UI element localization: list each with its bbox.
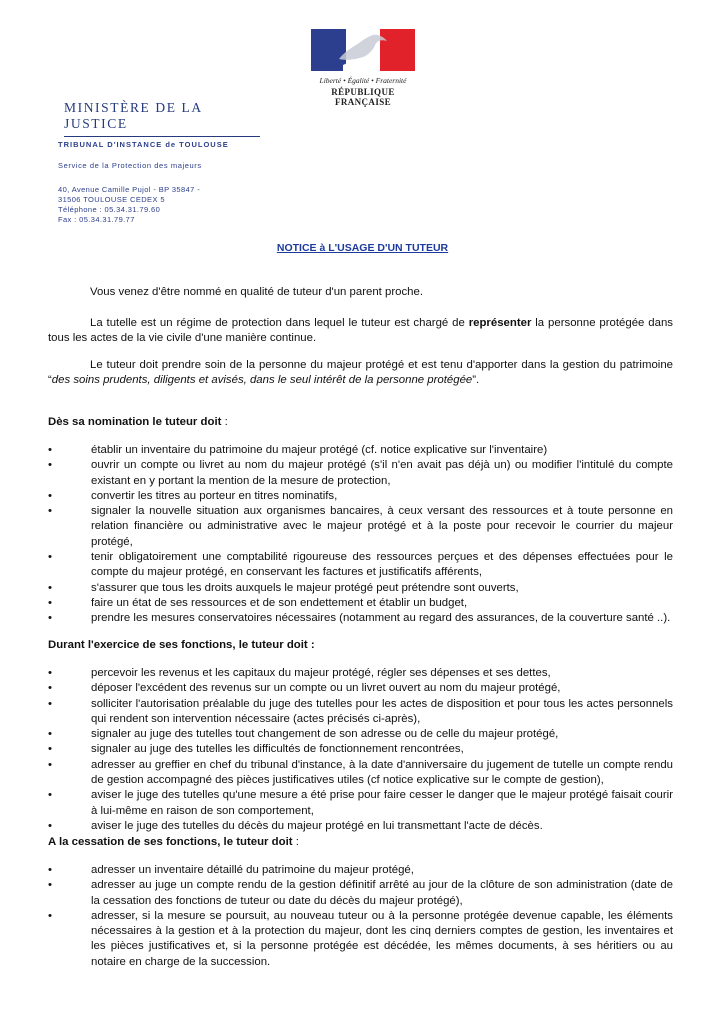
tribunal-name: TRIBUNAL D'INSTANCE de TOULOUSE [58, 140, 229, 149]
bullet: • [48, 459, 52, 472]
list-item [48, 878, 673, 909]
bullet: • [48, 909, 52, 922]
list-item [48, 550, 673, 581]
section-3-heading-text: A la cessation de ses fonctions, le tuteur doit [48, 836, 293, 848]
republic-name: RÉPUBLIQUE FRANÇAISE [331, 87, 395, 107]
bullet: • [48, 864, 52, 876]
bullet: • [48, 667, 52, 679]
bullet: • [48, 789, 52, 802]
list-item-text: adresser, si la mesure se poursuit, au nouveau tuteur ou à la personne protégée devenue capable, les éléments nécessaires à la gestion et à la protection du majeur, dont les cinq derniers comptes de gestion, les inventaires et les pièces justificatives et, si la personne protégée est décédée, les mêmes documents, à ses héritiers ou au notaire en charge de la succession. [91, 909, 673, 968]
list-item-text: établir un inventaire du patrimoine du majeur protégé (cf. notice explicative sur l'inventaire) [91, 444, 548, 456]
list-item [48, 819, 673, 834]
marianne-flag-icon [311, 29, 415, 71]
list-item [48, 489, 673, 504]
address-line: 40, Avenue Camille Pujol - BP 35847 - [58, 185, 201, 194]
list-item-text: percevoir les revenus et les capitaux du majeur protégé, régler ses dépenses et ses dettes, [91, 667, 551, 679]
list-item-text: s'assurer que tous les droits auxquels le majeur protégé peut prétendre sont ouverts, [91, 581, 519, 594]
notice-title: NOTICE à L'USAGE D'UN TUTEUR [276, 242, 449, 254]
list-item-text: aviser le juge des tutelles du décès du majeur protégé en lui transmettant l'acte de décès. [91, 819, 543, 832]
section-2-heading: Durant l'exercice de ses fonctions, le tuteur doit : [48, 639, 315, 651]
phone-line: Téléphone : 05.34.31.79.60 [58, 205, 161, 214]
list-item [48, 909, 673, 970]
list-item [48, 504, 673, 550]
intro-paragraph-1: Vous venez d'être nommé en qualité de tuteur d'un parent proche. [90, 286, 423, 298]
intro-p3-italic: des soins prudents, diligents et avisés, dans le seul intérêt de la personne protégée [51, 374, 473, 387]
address-line: 31506 TOULOUSE CEDEX 5 [58, 195, 165, 204]
intro-paragraph-2 [48, 316, 673, 347]
list-item [48, 697, 673, 728]
list-item [48, 788, 673, 819]
bullet: • [48, 758, 52, 771]
section-3-heading-colon: : [292, 836, 299, 848]
bullet: • [48, 743, 52, 756]
section-1-heading-text: Dès sa nomination le tuteur doit [48, 416, 222, 428]
list-item-text: signaler au juge des tutelles tout changement de son adresse ou de celle du majeur protégé, [91, 728, 559, 741]
bullet: • [48, 879, 52, 892]
list-item [48, 681, 673, 696]
bullet: • [48, 728, 52, 741]
address-block [58, 185, 200, 225]
bullet: • [48, 612, 52, 625]
list-item [48, 666, 673, 681]
ministry-divider [64, 136, 260, 137]
republic-logo [309, 29, 417, 107]
bullet: • [48, 596, 52, 609]
list-item-text: signaler la nouvelle situation aux organismes bancaires, à ceux versant des ressources et à toute personne en relation financière ou administrative avec le majeur protégé et à la poste pour recevoir le courrier du majeur protégé, [91, 505, 673, 548]
list-item-text: adresser un inventaire détaillé du patrimoine du majeur protégé, [91, 864, 414, 876]
motto: Liberté • Égalité • Fraternité [319, 76, 407, 85]
list-item-text: adresser au juge un compte rendu de la gestion définitif arrêté au jour de la clôture de son administration (date de la cessation des fonctions de tuteur ou date du décès du majeur protégé), [91, 879, 673, 907]
list-item [48, 611, 673, 626]
list-item-text: ouvrir un compte ou livret au nom du majeur protégé (s'il n'en avait pas déjà un) ou modifier l'intitulé du compte existant en y portant la mention de la mesure de protection, [91, 459, 673, 487]
fax-line: Fax : 05.34.31.79.77 [58, 215, 135, 224]
list-item-text: aviser le juge des tutelles qu'une mesure a été prise pour faire cesser le danger que le majeur protégé faisait courir à lui-même en raison de son comportement, [91, 789, 673, 817]
list-item [48, 727, 673, 742]
bullet: • [48, 581, 52, 594]
list-item-text: faire un état de ses ressources et de son endettement et établir un budget, [91, 596, 468, 609]
bullet: • [48, 697, 52, 710]
list-item-text: adresser au greffier en chef du tribunal d'instance, à la date d'anniversaire du jugement de tutelle un compte rendu de gestion accompagné des pièces justificatives utiles (cf notice explicative sur le compte de gestion), [91, 758, 673, 787]
bullet: • [48, 444, 52, 456]
intro-p3-text: Le tuteur doit prendre soin de la personne du majeur protégé et est tenu d'apporter dans la gestion du patrimoine “ [48, 359, 673, 387]
intro-p2-text: La tutelle est un régime de protection dans lequel le tuteur est chargé de [90, 317, 469, 329]
list-item [48, 581, 673, 596]
intro-p2-bold: représenter [468, 317, 532, 329]
bullet: • [48, 551, 52, 564]
list-item-text: convertir les titres au porteur en titres nominatifs, [91, 489, 338, 502]
section-3-heading [48, 836, 299, 848]
ministry-title: MINISTÈRE DE LA JUSTICE [64, 100, 202, 131]
list-item-text: tenir obligatoirement une comptabilité rigoureuse des ressources perçues et des dépenses effectuées pour le compte du majeur protégé, en conservant les factures et justificatifs afférents, [91, 551, 673, 579]
list-item [48, 758, 673, 789]
service-name: Service de la Protection des majeurs [58, 161, 202, 170]
list-item [48, 458, 673, 489]
section-1-heading-colon: : [221, 416, 228, 428]
ministry-block [64, 100, 264, 137]
intro-p3-text-end: ”. [472, 374, 480, 387]
bullet: • [48, 682, 52, 695]
list-item [48, 742, 673, 757]
section-2-list [48, 666, 673, 834]
intro-p2-text-end: la personne protégée dans tous les actes de la vie civile d'une manière continue. [48, 317, 673, 345]
section-3-list [48, 863, 673, 970]
bullet: • [48, 489, 52, 502]
bullet: • [48, 505, 52, 518]
list-item-text: déposer l'excédent des revenus sur un compte ou un livret ouvert au nom du majeur protégé, [91, 682, 561, 695]
list-item [48, 443, 673, 458]
section-1-heading [48, 416, 228, 428]
section-1-list [48, 443, 673, 627]
list-item-text: prendre les mesures conservatoires nécessaires (notamment au regard des assurances, de la couverture santé ..). [91, 612, 671, 625]
list-item [48, 863, 673, 878]
list-item-text: solliciter l'autorisation préalable du juge des tutelles pour les actes de disposition et pour tous les actes personnels qui rendent son intervention nécessaire (actes précisés ci-après), [91, 697, 673, 725]
bullet: • [48, 819, 52, 832]
list-item-text: signaler au juge des tutelles les difficultés de fonctionnement rencontrées, [91, 743, 464, 756]
list-item [48, 596, 673, 611]
intro-paragraph-3 [48, 358, 673, 389]
